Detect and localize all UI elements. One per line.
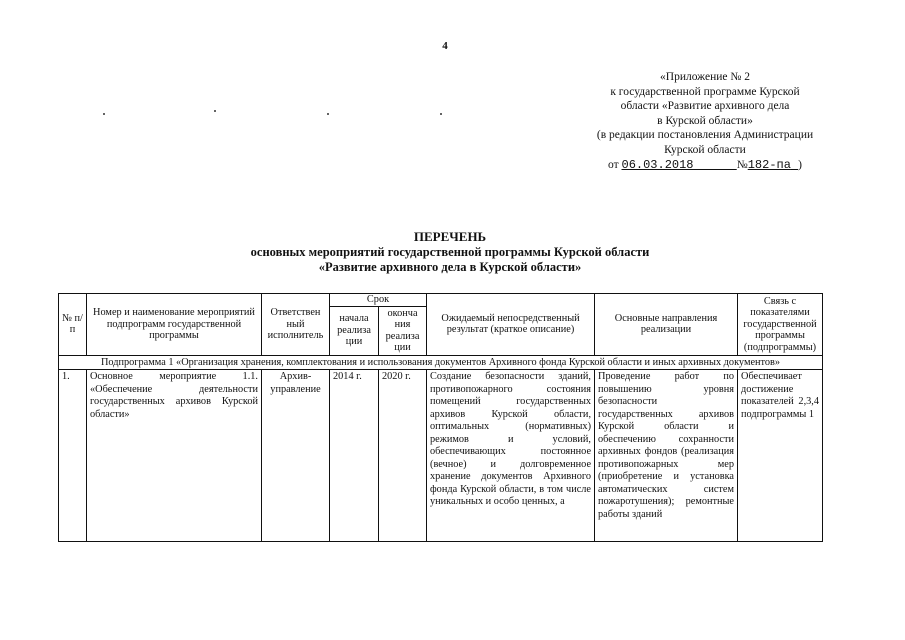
- row-executor: Архив-управление: [262, 370, 330, 542]
- row-result: Создание безопасности зданий, противопожарного состояния помещений государственных архивов Курской области, оптимальных (нормативных) режимов и условий, обеспечивающих постоянное (вечное) и долговременное хранение документов Архивного фонда Курской области, в том числе уникальных и особо ценных, а: [427, 370, 595, 542]
- page-number: 4: [442, 40, 448, 52]
- date-gap: [694, 158, 737, 172]
- scan-speck: [214, 110, 216, 112]
- header-link: Связь с показателями государственной программы (подпрограммы): [738, 294, 823, 356]
- appendix-line-1: «Приложение № 2: [660, 71, 750, 83]
- row-link: Обеспечивает достижение показателей 2,3,4 подпрограммы 1: [738, 370, 823, 542]
- title-line-2: основных мероприятий государственной программы Курской области: [250, 244, 650, 259]
- header-term: Срок: [330, 294, 427, 307]
- appendix-line-5: (в редакции постановления Администрации: [596, 129, 814, 142]
- appendix-line-4: в Курской области»: [657, 114, 753, 127]
- subprogram-row: [59, 355, 823, 370]
- row-name: Основное мероприятие 1.1. «Обеспечение деятельности государственных архивов Курской области»: [87, 370, 262, 542]
- header-result: Ожидаемый непосредственный результат (краткое описание): [427, 294, 595, 356]
- appendix-line-2: к государственной программе Курской: [610, 85, 800, 98]
- scan-speck: [327, 113, 329, 115]
- header-executor: Ответствен ный исполнитель: [262, 294, 330, 356]
- header-name: Номер и наименование мероприятий подпрограмм государственной программы: [87, 294, 262, 356]
- appendix-line-6: Курской области: [664, 143, 746, 156]
- table-row: [59, 370, 823, 542]
- number-prefix: №: [736, 158, 748, 171]
- header-row-1: [59, 294, 823, 307]
- header-num: № п/п: [59, 294, 87, 356]
- appendix-line-3: области «Развитие архивного дела: [620, 100, 790, 113]
- header-start: начала реализа ции: [330, 306, 379, 355]
- resolution-number: 182-па: [747, 157, 791, 172]
- scan-speck: [440, 113, 442, 115]
- header-end: оконча ния реализа ции: [379, 306, 427, 355]
- title-heading: ПЕРЕЧЕНЬ: [413, 229, 487, 244]
- measures-table: [58, 293, 823, 542]
- row-num: 1.: [59, 370, 87, 542]
- date-prefix: от: [608, 158, 619, 171]
- title-line-3: «Развитие архивного дела в Курской области»: [318, 260, 582, 274]
- appendix-block: [545, 70, 865, 172]
- header-directions: Основные направления реализации: [595, 294, 738, 356]
- row-directions: Проведение работ по повышению уровня безопасности государственных архивов Курской области и обеспечению сохранности архивных фондов (реализация противопожарных мер (приобретение и установка автоматических систем пожаротушения); ремонтные работы зданий: [595, 370, 738, 542]
- appendix-date-line: [545, 158, 865, 173]
- resolution-date: 06.03.2018: [621, 157, 694, 172]
- row-end: 2020 г.: [379, 370, 427, 542]
- subprogram-title: Подпрограмма 1 «Организация хранения, комплектования и использования документов Архивного фонда Курской области и иных архивных документов»: [59, 355, 823, 370]
- document-title: [150, 229, 750, 276]
- appendix-close: ): [798, 158, 802, 171]
- scan-speck: [103, 113, 105, 115]
- row-start: 2014 г.: [330, 370, 379, 542]
